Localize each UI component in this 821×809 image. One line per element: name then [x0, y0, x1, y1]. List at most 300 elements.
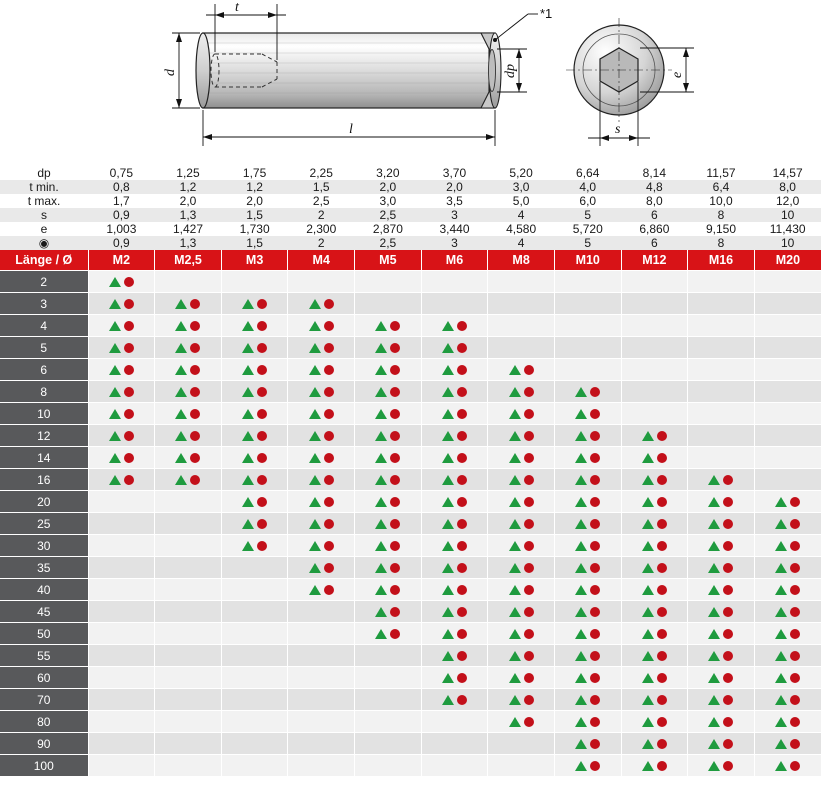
- availability-cell[interactable]: [621, 271, 688, 293]
- availability-cell[interactable]: [155, 403, 222, 425]
- availability-cell[interactable]: [288, 579, 355, 601]
- availability-cell[interactable]: [421, 491, 488, 513]
- availability-cell[interactable]: [221, 601, 288, 623]
- availability-cell[interactable]: [554, 755, 621, 777]
- availability-cell[interactable]: [421, 755, 488, 777]
- dot-icon: [457, 475, 467, 485]
- availability-cell[interactable]: [288, 381, 355, 403]
- availability-cell[interactable]: [88, 645, 155, 667]
- availability-cell[interactable]: [688, 557, 755, 579]
- availability-cell[interactable]: [754, 491, 821, 513]
- triangle-icon: [442, 343, 454, 353]
- availability-cell[interactable]: [221, 689, 288, 711]
- availability-cell[interactable]: [88, 359, 155, 381]
- availability-cell[interactable]: [421, 337, 488, 359]
- availability-cell[interactable]: [288, 469, 355, 491]
- availability-cell[interactable]: [488, 337, 555, 359]
- availability-marks: [442, 337, 467, 358]
- availability-marks: [442, 579, 467, 600]
- availability-cell[interactable]: [155, 755, 222, 777]
- availability-cell[interactable]: [621, 381, 688, 403]
- availability-cell[interactable]: [421, 623, 488, 645]
- availability-cell[interactable]: [488, 491, 555, 513]
- spec-value: 9,150: [688, 222, 755, 236]
- availability-cell[interactable]: [155, 733, 222, 755]
- availability-cell[interactable]: [754, 557, 821, 579]
- availability-cell[interactable]: [155, 579, 222, 601]
- availability-cell[interactable]: [421, 381, 488, 403]
- availability-cell[interactable]: [754, 271, 821, 293]
- availability-cell[interactable]: [421, 403, 488, 425]
- availability-cell[interactable]: [554, 667, 621, 689]
- availability-cell[interactable]: [288, 689, 355, 711]
- availability-cell[interactable]: [355, 645, 422, 667]
- availability-grid: [0, 250, 821, 777]
- availability-cell[interactable]: [88, 755, 155, 777]
- availability-cell[interactable]: [288, 667, 355, 689]
- dot-icon: [390, 497, 400, 507]
- availability-cell[interactable]: [688, 733, 755, 755]
- availability-cell[interactable]: [355, 359, 422, 381]
- availability-cell[interactable]: [688, 513, 755, 535]
- availability-cell[interactable]: [221, 557, 288, 579]
- availability-cell[interactable]: [221, 359, 288, 381]
- availability-cell[interactable]: [554, 711, 621, 733]
- availability-cell[interactable]: [488, 755, 555, 777]
- availability-cell[interactable]: [88, 667, 155, 689]
- triangle-icon: [375, 409, 387, 419]
- availability-cell[interactable]: [754, 403, 821, 425]
- availability-cell[interactable]: [355, 535, 422, 557]
- availability-cell[interactable]: [155, 557, 222, 579]
- availability-cell[interactable]: [221, 381, 288, 403]
- availability-cell[interactable]: [488, 381, 555, 403]
- availability-cell[interactable]: [355, 513, 422, 535]
- availability-cell[interactable]: [421, 689, 488, 711]
- availability-cell[interactable]: [621, 337, 688, 359]
- availability-cell[interactable]: [554, 469, 621, 491]
- triangle-icon: [642, 761, 654, 771]
- availability-cell[interactable]: [688, 271, 755, 293]
- availability-cell[interactable]: [288, 645, 355, 667]
- availability-marks: [509, 689, 534, 710]
- availability-cell[interactable]: [355, 469, 422, 491]
- availability-cell[interactable]: [688, 535, 755, 557]
- availability-cell[interactable]: [754, 513, 821, 535]
- availability-cell[interactable]: [421, 645, 488, 667]
- availability-cell[interactable]: [488, 359, 555, 381]
- availability-cell[interactable]: [554, 447, 621, 469]
- availability-cell[interactable]: [554, 337, 621, 359]
- availability-cell[interactable]: [688, 623, 755, 645]
- availability-cell[interactable]: [288, 601, 355, 623]
- availability-cell[interactable]: [754, 293, 821, 315]
- availability-cell[interactable]: [355, 755, 422, 777]
- availability-cell[interactable]: [88, 337, 155, 359]
- availability-marks: [242, 315, 267, 336]
- availability-cell[interactable]: [621, 645, 688, 667]
- availability-cell[interactable]: [421, 359, 488, 381]
- availability-cell[interactable]: [621, 557, 688, 579]
- availability-cell[interactable]: [688, 491, 755, 513]
- availability-cell[interactable]: [621, 403, 688, 425]
- spec-row-label: ◉: [0, 236, 88, 250]
- availability-cell[interactable]: [621, 359, 688, 381]
- availability-cell[interactable]: [221, 293, 288, 315]
- availability-cell[interactable]: [88, 293, 155, 315]
- availability-cell[interactable]: [155, 293, 222, 315]
- availability-cell[interactable]: [288, 491, 355, 513]
- availability-cell[interactable]: [488, 733, 555, 755]
- availability-cell[interactable]: [554, 513, 621, 535]
- availability-cell[interactable]: [288, 623, 355, 645]
- availability-cell[interactable]: [155, 381, 222, 403]
- availability-marks: [642, 491, 667, 512]
- availability-cell[interactable]: [421, 447, 488, 469]
- availability-cell[interactable]: [554, 271, 621, 293]
- availability-cell[interactable]: [688, 447, 755, 469]
- spec-value: 4: [488, 208, 555, 222]
- availability-cell[interactable]: [421, 513, 488, 535]
- availability-cell[interactable]: [221, 513, 288, 535]
- availability-cell[interactable]: [688, 425, 755, 447]
- availability-cell[interactable]: [355, 271, 422, 293]
- availability-cell[interactable]: [288, 535, 355, 557]
- availability-cell[interactable]: [88, 447, 155, 469]
- availability-cell[interactable]: [288, 733, 355, 755]
- availability-cell[interactable]: [554, 689, 621, 711]
- availability-cell[interactable]: [88, 557, 155, 579]
- availability-cell[interactable]: [421, 535, 488, 557]
- availability-cell[interactable]: [688, 315, 755, 337]
- availability-cell[interactable]: [621, 755, 688, 777]
- table-row: [0, 535, 821, 557]
- availability-cell[interactable]: [754, 315, 821, 337]
- availability-cell[interactable]: [221, 755, 288, 777]
- availability-cell[interactable]: [754, 469, 821, 491]
- availability-cell[interactable]: [754, 689, 821, 711]
- availability-marks: [242, 359, 267, 380]
- availability-cell[interactable]: [688, 381, 755, 403]
- availability-cell[interactable]: [488, 403, 555, 425]
- availability-cell[interactable]: [488, 689, 555, 711]
- availability-cell[interactable]: [688, 579, 755, 601]
- availability-cell[interactable]: [421, 425, 488, 447]
- length-cell: 90: [0, 733, 88, 755]
- spec-value: 3,0: [488, 180, 555, 194]
- availability-cell[interactable]: [754, 711, 821, 733]
- availability-cell[interactable]: [554, 645, 621, 667]
- availability-cell[interactable]: [488, 469, 555, 491]
- availability-cell[interactable]: [688, 403, 755, 425]
- availability-cell[interactable]: [355, 293, 422, 315]
- availability-cell[interactable]: [355, 557, 422, 579]
- availability-cell[interactable]: [621, 667, 688, 689]
- triangle-icon: [442, 673, 454, 683]
- availability-cell[interactable]: [421, 711, 488, 733]
- availability-marks: [375, 623, 400, 644]
- availability-cell[interactable]: [288, 755, 355, 777]
- availability-cell[interactable]: [155, 271, 222, 293]
- availability-cell[interactable]: [155, 469, 222, 491]
- availability-cell[interactable]: [355, 381, 422, 403]
- availability-marks: [642, 601, 667, 622]
- availability-cell[interactable]: [554, 491, 621, 513]
- availability-cell[interactable]: [88, 469, 155, 491]
- availability-cell[interactable]: [288, 293, 355, 315]
- availability-cell[interactable]: [221, 271, 288, 293]
- availability-cell[interactable]: [155, 359, 222, 381]
- availability-cell[interactable]: [88, 491, 155, 513]
- availability-cell[interactable]: [421, 293, 488, 315]
- availability-cell[interactable]: [288, 403, 355, 425]
- availability-cell[interactable]: [621, 425, 688, 447]
- availability-cell[interactable]: [688, 689, 755, 711]
- availability-cell[interactable]: [355, 623, 422, 645]
- availability-cell[interactable]: [288, 513, 355, 535]
- availability-cell[interactable]: [288, 557, 355, 579]
- availability-cell[interactable]: [355, 337, 422, 359]
- availability-cell[interactable]: [421, 733, 488, 755]
- availability-cell[interactable]: [421, 667, 488, 689]
- availability-cell[interactable]: [421, 601, 488, 623]
- availability-cell[interactable]: [221, 425, 288, 447]
- availability-cell[interactable]: [355, 491, 422, 513]
- availability-cell[interactable]: [88, 403, 155, 425]
- availability-cell[interactable]: [88, 601, 155, 623]
- availability-cell[interactable]: [421, 315, 488, 337]
- availability-cell[interactable]: [621, 447, 688, 469]
- availability-cell[interactable]: [488, 535, 555, 557]
- availability-cell[interactable]: [754, 667, 821, 689]
- availability-cell[interactable]: [155, 645, 222, 667]
- availability-cell[interactable]: [688, 337, 755, 359]
- availability-cell[interactable]: [488, 579, 555, 601]
- availability-marks: [642, 667, 667, 688]
- availability-cell[interactable]: [621, 491, 688, 513]
- availability-cell[interactable]: [221, 491, 288, 513]
- availability-cell[interactable]: [155, 513, 222, 535]
- table-row: [0, 315, 821, 337]
- triangle-icon: [242, 475, 254, 485]
- availability-cell[interactable]: [621, 469, 688, 491]
- availability-cell[interactable]: [554, 623, 621, 645]
- dot-icon: [590, 695, 600, 705]
- availability-cell[interactable]: [554, 315, 621, 337]
- availability-cell[interactable]: [754, 447, 821, 469]
- availability-cell[interactable]: [288, 337, 355, 359]
- availability-cell[interactable]: [554, 403, 621, 425]
- availability-cell[interactable]: [488, 513, 555, 535]
- availability-cell[interactable]: [488, 711, 555, 733]
- availability-cell[interactable]: [155, 601, 222, 623]
- availability-cell[interactable]: [621, 535, 688, 557]
- availability-cell[interactable]: [355, 403, 422, 425]
- availability-cell[interactable]: [88, 381, 155, 403]
- availability-cell[interactable]: [488, 447, 555, 469]
- availability-cell[interactable]: [88, 425, 155, 447]
- triangle-icon: [642, 563, 654, 573]
- availability-cell[interactable]: [221, 315, 288, 337]
- availability-cell[interactable]: [621, 689, 688, 711]
- availability-cell[interactable]: [221, 667, 288, 689]
- availability-cell[interactable]: [155, 535, 222, 557]
- availability-cell[interactable]: [288, 315, 355, 337]
- availability-cell[interactable]: [421, 557, 488, 579]
- availability-cell[interactable]: [421, 579, 488, 601]
- availability-cell[interactable]: [288, 359, 355, 381]
- availability-cell[interactable]: [754, 645, 821, 667]
- availability-cell[interactable]: [421, 271, 488, 293]
- availability-cell[interactable]: [155, 425, 222, 447]
- availability-cell[interactable]: [688, 755, 755, 777]
- availability-cell[interactable]: [554, 601, 621, 623]
- availability-cell[interactable]: [688, 711, 755, 733]
- length-cell: 20: [0, 491, 88, 513]
- availability-cell[interactable]: [88, 733, 155, 755]
- availability-cell[interactable]: [554, 359, 621, 381]
- dot-icon: [190, 431, 200, 441]
- availability-cell[interactable]: [355, 315, 422, 337]
- availability-cell[interactable]: [221, 733, 288, 755]
- availability-cell[interactable]: [221, 337, 288, 359]
- availability-cell[interactable]: [88, 623, 155, 645]
- dot-icon: [457, 321, 467, 331]
- availability-cell[interactable]: [88, 579, 155, 601]
- availability-cell[interactable]: [621, 733, 688, 755]
- availability-marks: [575, 447, 600, 468]
- availability-cell[interactable]: [554, 579, 621, 601]
- availability-cell[interactable]: [554, 557, 621, 579]
- dot-icon: [524, 497, 534, 507]
- availability-cell[interactable]: [688, 601, 755, 623]
- availability-cell[interactable]: [621, 513, 688, 535]
- availability-cell[interactable]: [488, 623, 555, 645]
- availability-cell[interactable]: [488, 315, 555, 337]
- availability-cell[interactable]: [155, 711, 222, 733]
- availability-cell[interactable]: [754, 425, 821, 447]
- availability-cell[interactable]: [221, 645, 288, 667]
- availability-cell[interactable]: [754, 755, 821, 777]
- availability-cell[interactable]: [355, 447, 422, 469]
- availability-cell[interactable]: [355, 425, 422, 447]
- availability-cell[interactable]: [355, 689, 422, 711]
- availability-cell[interactable]: [221, 623, 288, 645]
- availability-cell[interactable]: [355, 711, 422, 733]
- availability-cell[interactable]: [688, 645, 755, 667]
- availability-cell[interactable]: [621, 579, 688, 601]
- triangle-icon: [242, 299, 254, 309]
- availability-cell[interactable]: [621, 623, 688, 645]
- availability-cell[interactable]: [221, 579, 288, 601]
- availability-cell[interactable]: [688, 469, 755, 491]
- availability-cell[interactable]: [88, 513, 155, 535]
- availability-marks: [509, 403, 534, 424]
- availability-cell[interactable]: [155, 491, 222, 513]
- availability-cell[interactable]: [754, 579, 821, 601]
- availability-cell[interactable]: [288, 425, 355, 447]
- availability-cell[interactable]: [754, 601, 821, 623]
- availability-marks: [775, 733, 800, 754]
- availability-cell[interactable]: [754, 337, 821, 359]
- availability-cell[interactable]: [688, 293, 755, 315]
- availability-cell[interactable]: [554, 293, 621, 315]
- dot-icon: [257, 519, 267, 529]
- availability-marks: [109, 403, 134, 424]
- availability-cell[interactable]: [754, 359, 821, 381]
- availability-cell[interactable]: [221, 469, 288, 491]
- dot-icon: [390, 343, 400, 353]
- availability-marks: [575, 381, 600, 402]
- availability-cell[interactable]: [88, 535, 155, 557]
- availability-cell[interactable]: [754, 733, 821, 755]
- availability-cell[interactable]: [221, 535, 288, 557]
- availability-cell[interactable]: [355, 601, 422, 623]
- availability-cell[interactable]: [88, 315, 155, 337]
- triangle-icon: [242, 541, 254, 551]
- availability-cell[interactable]: [88, 711, 155, 733]
- spec-value: 10,0: [688, 194, 755, 208]
- availability-cell[interactable]: [288, 711, 355, 733]
- availability-cell[interactable]: [754, 381, 821, 403]
- dot-icon: [657, 739, 667, 749]
- dot-icon: [790, 497, 800, 507]
- availability-cell[interactable]: [488, 425, 555, 447]
- availability-cell[interactable]: [288, 271, 355, 293]
- availability-cell[interactable]: [221, 447, 288, 469]
- availability-cell[interactable]: [421, 469, 488, 491]
- triangle-icon: [775, 607, 787, 617]
- availability-cell[interactable]: [221, 711, 288, 733]
- availability-cell[interactable]: [488, 601, 555, 623]
- availability-cell[interactable]: [554, 733, 621, 755]
- availability-cell[interactable]: [155, 337, 222, 359]
- dot-icon: [723, 563, 733, 573]
- availability-cell[interactable]: [754, 535, 821, 557]
- availability-cell[interactable]: [155, 689, 222, 711]
- availability-cell[interactable]: [488, 645, 555, 667]
- availability-cell[interactable]: [754, 623, 821, 645]
- availability-marks: [309, 293, 334, 314]
- availability-cell[interactable]: [488, 271, 555, 293]
- availability-cell[interactable]: [621, 601, 688, 623]
- availability-cell[interactable]: [288, 447, 355, 469]
- availability-cell[interactable]: [621, 711, 688, 733]
- availability-cell[interactable]: [688, 667, 755, 689]
- availability-cell[interactable]: [488, 557, 555, 579]
- spec-value: 5: [554, 236, 621, 250]
- availability-cell[interactable]: [155, 315, 222, 337]
- availability-cell[interactable]: [621, 293, 688, 315]
- availability-cell[interactable]: [554, 425, 621, 447]
- availability-cell[interactable]: [554, 535, 621, 557]
- availability-cell[interactable]: [355, 667, 422, 689]
- availability-cell[interactable]: [155, 667, 222, 689]
- availability-cell[interactable]: [155, 623, 222, 645]
- availability-cell[interactable]: [554, 381, 621, 403]
- availability-cell[interactable]: [88, 689, 155, 711]
- availability-cell[interactable]: [621, 315, 688, 337]
- availability-cell[interactable]: [488, 293, 555, 315]
- availability-cell[interactable]: [688, 359, 755, 381]
- availability-cell[interactable]: [155, 447, 222, 469]
- availability-cell[interactable]: [488, 667, 555, 689]
- availability-cell[interactable]: [355, 733, 422, 755]
- availability-marks: [575, 579, 600, 600]
- availability-cell[interactable]: [88, 271, 155, 293]
- availability-cell[interactable]: [355, 579, 422, 601]
- availability-cell[interactable]: [221, 403, 288, 425]
